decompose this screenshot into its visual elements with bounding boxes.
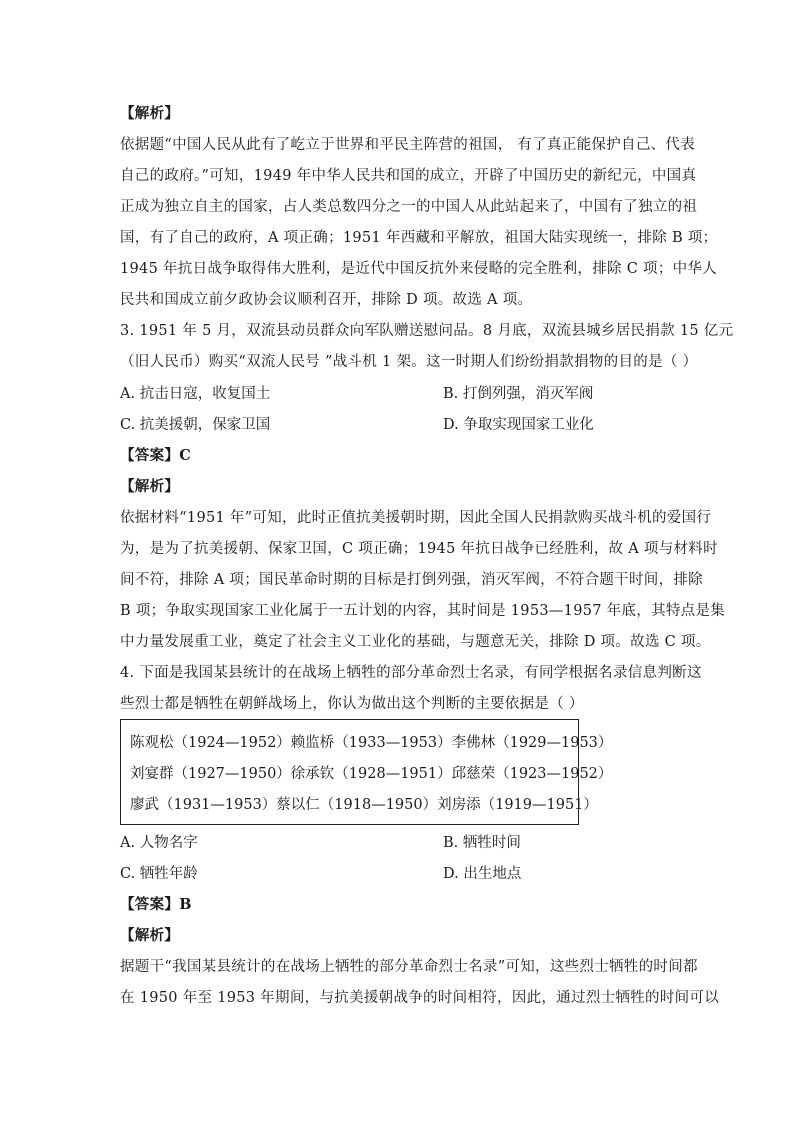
martyr-list-row: 廖武（1931—1953）蔡以仁（1918—1950）刘房添（1919—1951） <box>130 797 598 813</box>
q4-analysis-line: 据题干“我国某县统计的在战场上牺牲的部分革命烈士名录”可知，这些烈士牺牲的时间都 <box>120 959 698 975</box>
martyr-list-box <box>120 719 613 825</box>
q3-option-d: D. 争取实现国家工业化 <box>443 417 594 433</box>
q3-analysis-line: 中力量发展重工业，奠定了社会主义工业化的基础，与题意无关，排除 D 项。故选 C 项。 <box>120 634 711 650</box>
martyr-list-row: 刘宴群（1927—1950）徐承钦（1928—1951）邱慈荣（1923—1952） <box>130 766 613 782</box>
q2-analysis-label: 【解析】 <box>120 105 180 122</box>
q3-analysis-line: 为，是为了抗美援朝、保家卫国，C 项正确；1945 年抗日战争已经胜利，故 A 项与材料时 <box>120 541 718 557</box>
q3-stem-line: （旧人民币）购买“双流人民号 ”战斗机 1 架。这一时期人们纷纷捐款捐物的目的是（ ） <box>120 354 698 370</box>
q3-option-b: B. 打倒列强，消灭军阀 <box>443 386 594 402</box>
q4-stem-line: 些烈士都是牺牲在朝鲜战场上，你认为做出这个判断的主要依据是（ ） <box>120 696 584 712</box>
q3-answer: 【答案】C <box>120 447 192 464</box>
q3-analysis-line: 间不符，排除 A 项；国民革命时期的目标是打倒列强，消灭军阀，不符合题干时间，排除 <box>120 572 703 588</box>
q4-analysis-line: 在 1950 年至 1953 年期间，与抗美援朝战争的时间相符，因此，通过烈士牺牲的时间可以 <box>120 990 720 1006</box>
q2-analysis-line: 正成为独立自主的国家，占人类总数四分之一的中国人从此站起来了，中国有了独立的祖 <box>120 199 698 215</box>
q3-analysis-line: B 项；争取实现国家工业化属于一五计划的内容，其时间是 1953—1957 年底，其特点是集 <box>120 603 726 619</box>
q3-analysis-line: 依据材料“1951 年”可知，此时正值抗美援朝时期，因此全国人民捐款购买战斗机的爱国行 <box>120 510 712 526</box>
q4-stem-line: 4. 下面是我国某县统计的在战场上牺牲的部分革命烈士名录，有同学根据名录信息判断这 <box>120 665 702 681</box>
q4-answer: 【答案】B <box>120 896 192 913</box>
q2-analysis-line: 1945 年抗日战争取得伟大胜利，是近代中国反抗外来侵略的完全胜利，排除 C 项；中华人 <box>120 261 718 277</box>
q3-option-c: C. 抗美援朝，保家卫国 <box>120 417 271 433</box>
q2-analysis-line: 自己的政府。”可知，1949 年中华人民共和国的成立，开辟了中国历史的新纪元，中国真 <box>120 168 697 184</box>
q4-analysis-label: 【解析】 <box>120 927 180 944</box>
martyr-list-row: 陈观松（1924—1952）赖监桥（1933—1953）李佛林（1929—1953） <box>130 735 613 751</box>
q3-analysis-label: 【解析】 <box>120 478 180 495</box>
q2-analysis-line: 民共和国成立前夕政协会议顺利召开，排除 D 项。故选 A 项。 <box>120 292 533 308</box>
q4-option-b: B. 牺牲时间 <box>443 835 521 851</box>
q4-option-c: C. 牺牲年龄 <box>120 866 198 882</box>
q4-option-d: D. 出生地点 <box>443 866 522 882</box>
q3-option-a: A. 抗击日寇，收复国土 <box>120 386 271 402</box>
q3-stem-line: 3. 1951 年 5 月，双流县动员群众向军队赠送慰问品。8 月底，双流县城乡居民捐款 15 亿元 <box>120 323 734 339</box>
q4-option-a: A. 人物名字 <box>120 835 198 851</box>
q2-analysis-line: 依据题“中国人民从此有了屹立于世界和平民主阵营的祖国， 有了真正能保护自己、代表 <box>120 137 696 153</box>
q2-analysis-line: 国，有了自己的政府，A 项正确；1951 年西藏和平解放，祖国大陆实现统一，排除 B 项； <box>120 230 718 246</box>
